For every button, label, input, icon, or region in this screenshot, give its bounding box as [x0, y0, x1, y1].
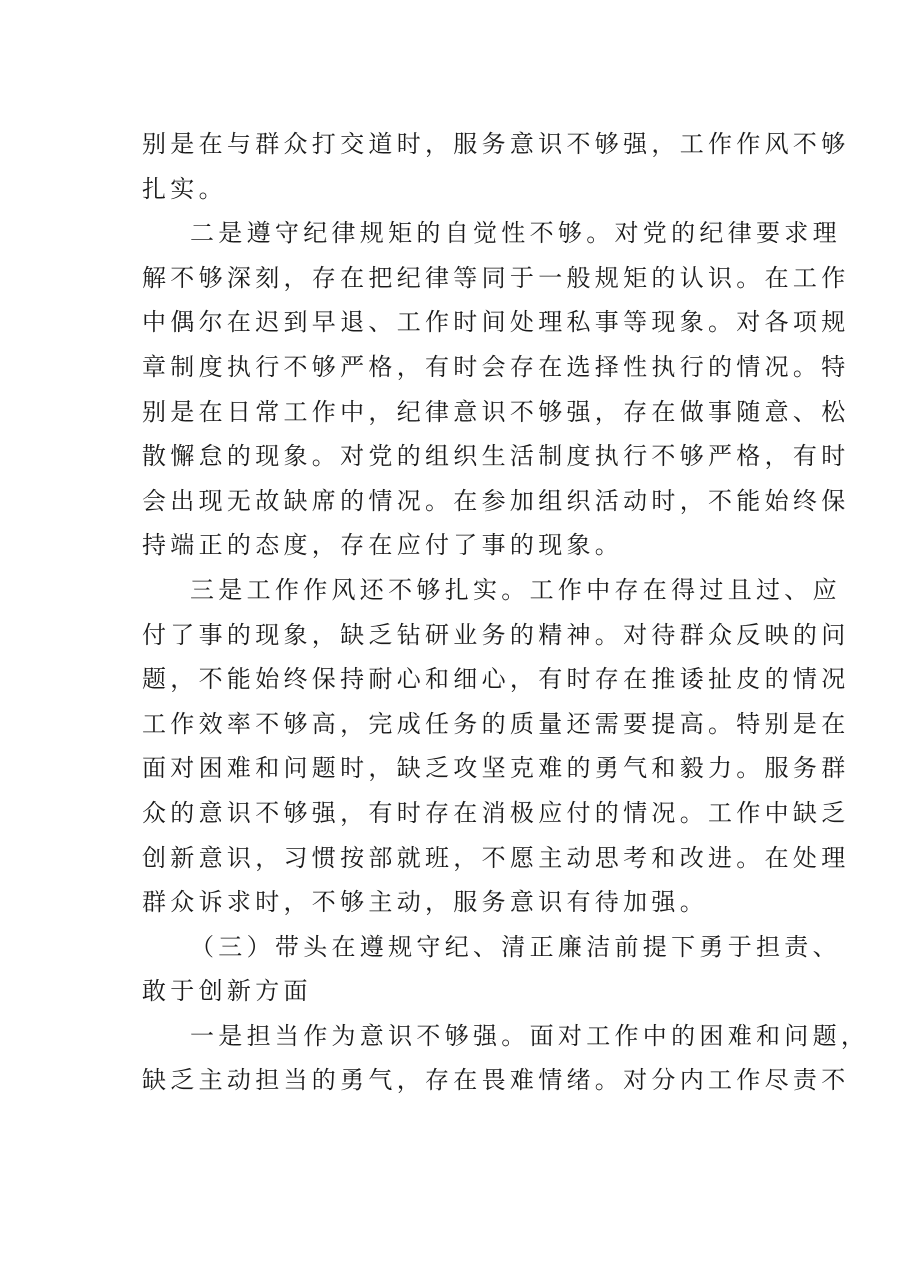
paragraph-start-line: 二是遵守纪律规矩的自觉性不够。对党的纪律要求理: [190, 219, 841, 248]
text-line: 扎实。: [142, 174, 227, 203]
text-line: 题，不能始终保持耐心和细心，有时存在推诿扯皮的情况: [142, 665, 850, 694]
section-heading-line: 敢于创新方面: [142, 977, 312, 1006]
text-line: 面对困难和问题时，缺乏攻坚克难的勇气和毅力。服务群: [142, 754, 850, 783]
text-line: 散懈怠的现象。对党的组织生活制度执行不够严格，有时: [142, 442, 850, 471]
text-line: 别是在日常工作中，纪律意识不够强，存在做事随意、松: [142, 397, 850, 426]
paragraph-start-line: 一是担当作为意识不够强。面对工作中的困难和问题，: [190, 1021, 870, 1050]
section-heading-line: （三）带头在遵规守纪、清正廉洁前提下勇于担责、: [190, 932, 841, 961]
text-line: 章制度执行不够严格，有时会存在选择性执行的情况。特: [142, 352, 850, 381]
text-line: 会出现无故缺席的情况。在参加组织活动时，不能始终保: [142, 486, 850, 515]
text-line: 众的意识不够强，有时存在消极应付的情况。工作中缺乏: [142, 798, 850, 827]
document-body: [142, 122, 870, 1103]
text-line: 群众诉求时，不够主动，服务意识有待加强。: [142, 888, 708, 917]
text-line: 持端正的态度，存在应付了事的现象。: [142, 531, 624, 560]
text-line: 中偶尔在迟到早退、工作时间处理私事等现象。对各项规: [142, 308, 850, 337]
text-line: 创新意识，习惯按部就班，不愿主动思考和改进。在处理: [142, 843, 850, 872]
text-line: 别是在与群众打交道时，服务意识不够强，工作作风不够: [142, 130, 850, 158]
paragraph-start-line: 三是工作作风还不够扎实。工作中存在得过且过、应: [190, 575, 841, 604]
text-line: 付了事的现象，缺乏钻研业务的精神。对待群众反映的问: [142, 620, 850, 649]
text-line: 缺乏主动担当的勇气，存在畏难情绪。对分内工作尽责不: [142, 1066, 850, 1095]
text-line: 工作效率不够高，完成任务的质量还需要提高。特别是在: [142, 709, 850, 738]
text-line: 解不够深刻，存在把纪律等同于一般规矩的认识。在工作: [142, 263, 850, 292]
